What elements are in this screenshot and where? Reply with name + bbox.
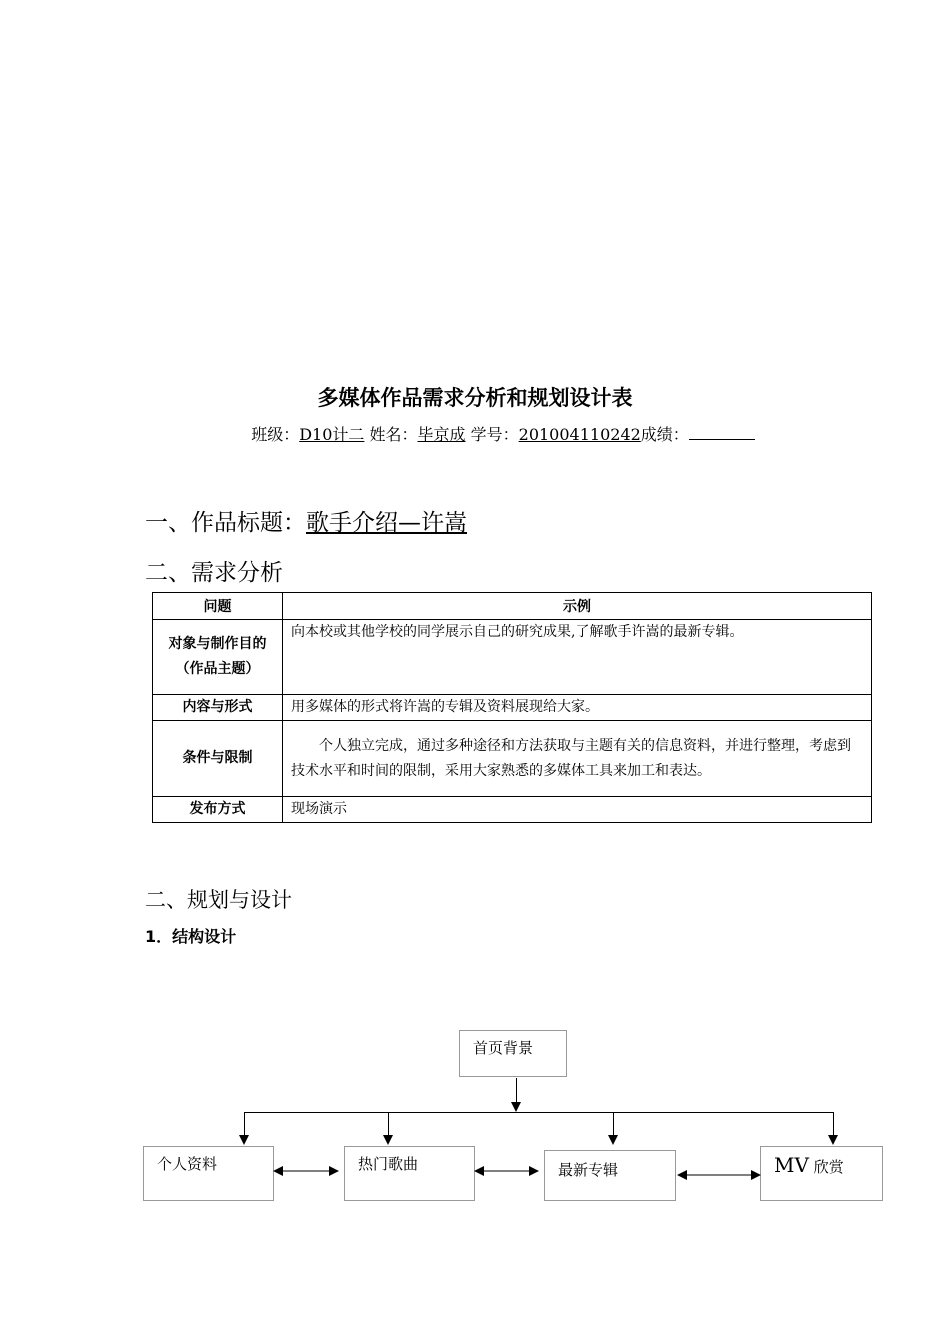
table-header-example: 示例 <box>283 593 872 620</box>
diagram-branch-arrow <box>383 1135 393 1145</box>
id-label: 学号： <box>470 425 519 444</box>
table-row <box>153 695 872 721</box>
diagram-branch-stem <box>388 1112 389 1135</box>
table-row <box>153 620 872 695</box>
id-value: 201004110242 <box>518 425 641 444</box>
diagram-branch-stem <box>244 1112 245 1135</box>
table-cell-answer: 向本校或其他学校的同学展示自己的研究成果,了解歌手许嵩的最新专辑。 <box>283 620 872 695</box>
document-title: 多媒体作品需求分析和规划设计表 <box>317 386 633 410</box>
work-title-value: 歌手介绍—许嵩 <box>306 510 467 536</box>
diagram-mv-suffix: 欣赏 <box>813 1158 844 1176</box>
table-cell-question: 发布方式 <box>153 797 283 823</box>
requirements-table <box>152 592 872 823</box>
diagram-root-connector <box>516 1078 517 1102</box>
class-value: D10计二 <box>299 425 365 444</box>
table-row <box>153 797 872 823</box>
table-cell-question: 对象与制作目的（作品主题） <box>153 620 283 695</box>
score-blank <box>689 424 755 440</box>
table-cell-answer: 个人独立完成，通过多种途径和方法获取与主题有关的信息资料，并进行整理，考虑到技术水平和时间的限制，采用大家熟悉的多媒体工具来加工和表达。 <box>283 721 872 797</box>
score-label: 成绩： <box>640 425 689 444</box>
table-header-question: 问题 <box>153 593 283 620</box>
table-cell-question: 内容与形式 <box>153 695 283 721</box>
table-row <box>153 721 872 797</box>
diagram-node-label: 个人资料 <box>157 1155 218 1173</box>
table-header-row <box>153 593 872 620</box>
student-info <box>0 422 950 445</box>
diagram-node-profile <box>143 1146 274 1201</box>
diagram-root-label: 首页背景 <box>473 1039 534 1057</box>
section-planning-heading: 二、规划与设计 <box>145 888 292 912</box>
name-label: 姓名： <box>369 425 418 444</box>
diagram-sibling-arrows <box>270 1160 870 1190</box>
diagram-branch-arrow <box>608 1135 618 1145</box>
diagram-branch-line <box>244 1112 834 1113</box>
diagram-branch-stem <box>613 1112 614 1135</box>
diagram-root-node <box>459 1030 567 1077</box>
name-value: 毕京成 <box>417 425 466 444</box>
diagram-branch-arrow <box>239 1135 249 1145</box>
diagram-root-arrow <box>511 1102 521 1112</box>
diagram-node-label: 最新专辑 <box>558 1161 619 1179</box>
structure-design-subheading: 1．结构设计 <box>145 927 237 946</box>
table-cell-answer: 现场演示 <box>283 797 872 823</box>
diagram-node-label: 热门歌曲 <box>358 1155 419 1173</box>
diagram-mv-prefix: MV <box>774 1153 809 1177</box>
section-requirements-heading: 二、需求分析 <box>145 560 283 586</box>
diagram-branch-stem <box>833 1112 834 1135</box>
work-title-prefix: 一、作品标题： <box>145 510 306 536</box>
section-work-title <box>145 504 467 537</box>
table-cell-answer: 用多媒体的形式将许嵩的专辑及资料展现给大家。 <box>283 695 872 721</box>
diagram-branch-arrow <box>828 1135 838 1145</box>
table-cell-question: 条件与限制 <box>153 721 283 797</box>
class-label: 班级： <box>251 425 300 444</box>
